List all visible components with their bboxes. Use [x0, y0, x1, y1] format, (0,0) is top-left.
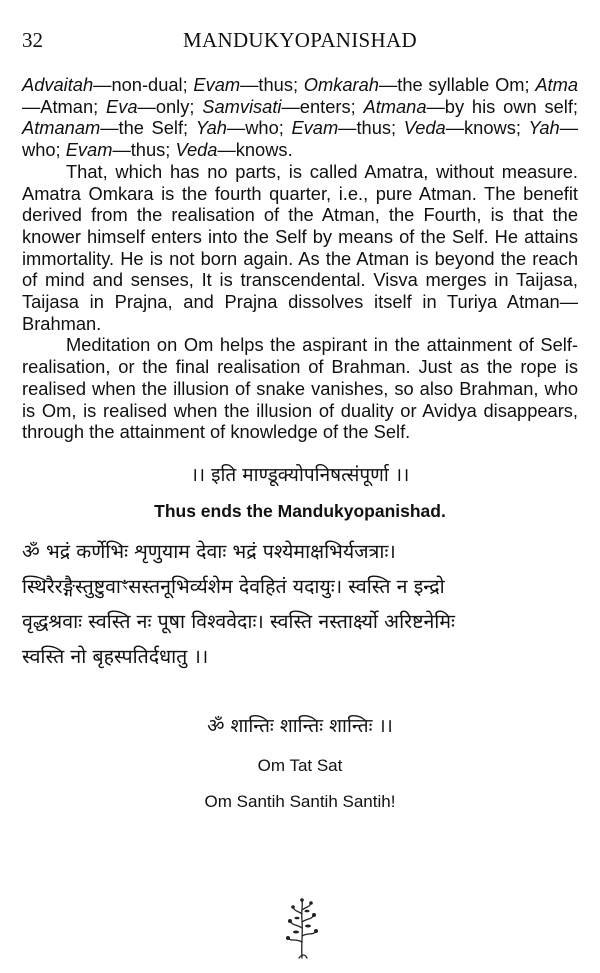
glossary-meaning: —the Self;: [100, 117, 196, 139]
glossary-meaning: —non-dual;: [93, 74, 194, 95]
glossary-term: Evam: [291, 117, 339, 139]
om-santih: Om Santih Santih Santih!: [204, 791, 396, 811]
glossary-term: Advaitah: [22, 74, 94, 95]
closing-devanagari: ।। इति माण्डूक्योपनिषत्संपूर्णा ।।: [190, 463, 410, 486]
mantra-line: स्वस्ति नो बृहस्पतिर्दधातु ।।: [22, 644, 209, 668]
floral-ornament-icon: [285, 898, 319, 960]
glossary-term: Omkarah: [303, 74, 379, 95]
running-title: MANDUKYOPANISHAD: [183, 28, 417, 52]
shanti-mantra: [22, 534, 578, 674]
glossary-meaning: —knows;: [445, 117, 529, 139]
glossary-meaning: —Atman;: [22, 95, 107, 117]
glossary-meaning: —enters;: [281, 95, 364, 117]
glossary-term: Yah: [528, 117, 560, 139]
paragraph-amatra: That, which has no parts, is called Amatra, without measure. Amatra Omkara is the fourth quarter, i.e., pure Atman. The benefit derived from the realisation of the Atman, the Fourth, is that the knower himself enters into the Self by means of the Self. He attains immortality. He is not born again. As the Atman is beyond the reach of mind and senses, It is transcendental. Visva merges in Taijasa, Taijasa in Prajna, and Prajna dissolves itself in Turiya Atman—Brahman.: [22, 160, 578, 334]
om-tat-sat: Om Tat Sat: [257, 755, 343, 775]
glossary-term: Eva: [106, 95, 138, 117]
glossary-term: Evam: [65, 139, 113, 161]
paragraph-meditation: Meditation on Om helps the aspirant in the attainment of Self-realisation, or the final realisation of Brahman. Just as the rope is realised when the illusion of snake vanishes, so also Brahman, who is Om, is realised when the illusion of duality or Avidya disappears, through the attainment of knowledge of the Self.: [22, 334, 578, 443]
glossary-meaning: —knows.: [217, 139, 293, 161]
mantra-line: ॐ भद्रं कर्णेभिः शृणुयाम देवाः भद्रं पश्येमाक्षभिर्यजत्राः।: [22, 539, 396, 563]
glossary-meaning: —the syllable Om;: [378, 74, 536, 95]
glossary-meaning: —only;: [137, 95, 203, 117]
glossary-meaning: —thus;: [112, 139, 176, 161]
glossary-term: Atma: [535, 74, 578, 95]
closing-english: Thus ends the Mandukyopanishad.: [154, 500, 446, 521]
page-number: 32: [22, 28, 43, 52]
shanti-devanagari: ॐ शान्तिः शान्तिः शान्तिः ।।: [207, 714, 393, 737]
glossary-term: Samvisati: [202, 95, 282, 117]
glossary-term: Veda: [403, 117, 446, 139]
mantra-line: स्थिरैरङ्गैस्तुष्टुवाꣳसस्तनूभिर्व्यशेम देवहितं यदायुः। स्वस्ति न इन्द्रो: [22, 574, 445, 598]
glossary-term: Atmanam: [22, 117, 101, 139]
glossary-term: Atmana: [363, 95, 427, 117]
mantra-line: वृद्धश्रवाः स्वस्ति नः पूषा विश्ववेदाः। स्वस्ति नस्तार्क्ष्यो अरिष्टनेमिः: [22, 609, 455, 633]
glossary-term: Veda: [175, 139, 218, 161]
glossary-term: Evam: [193, 74, 241, 95]
book-page: [22, 28, 578, 812]
page-header: [22, 28, 578, 56]
glossary-term: Yah: [195, 117, 227, 139]
glossary-meaning: —who;: [22, 117, 578, 161]
glossary-meaning: —thus;: [338, 117, 404, 139]
glossary-meaning: —thus;: [240, 74, 304, 95]
glossary-meaning: —by his own self;: [426, 95, 578, 117]
glossary-paragraph: [22, 74, 578, 161]
glossary-meaning: —who;: [226, 117, 292, 139]
